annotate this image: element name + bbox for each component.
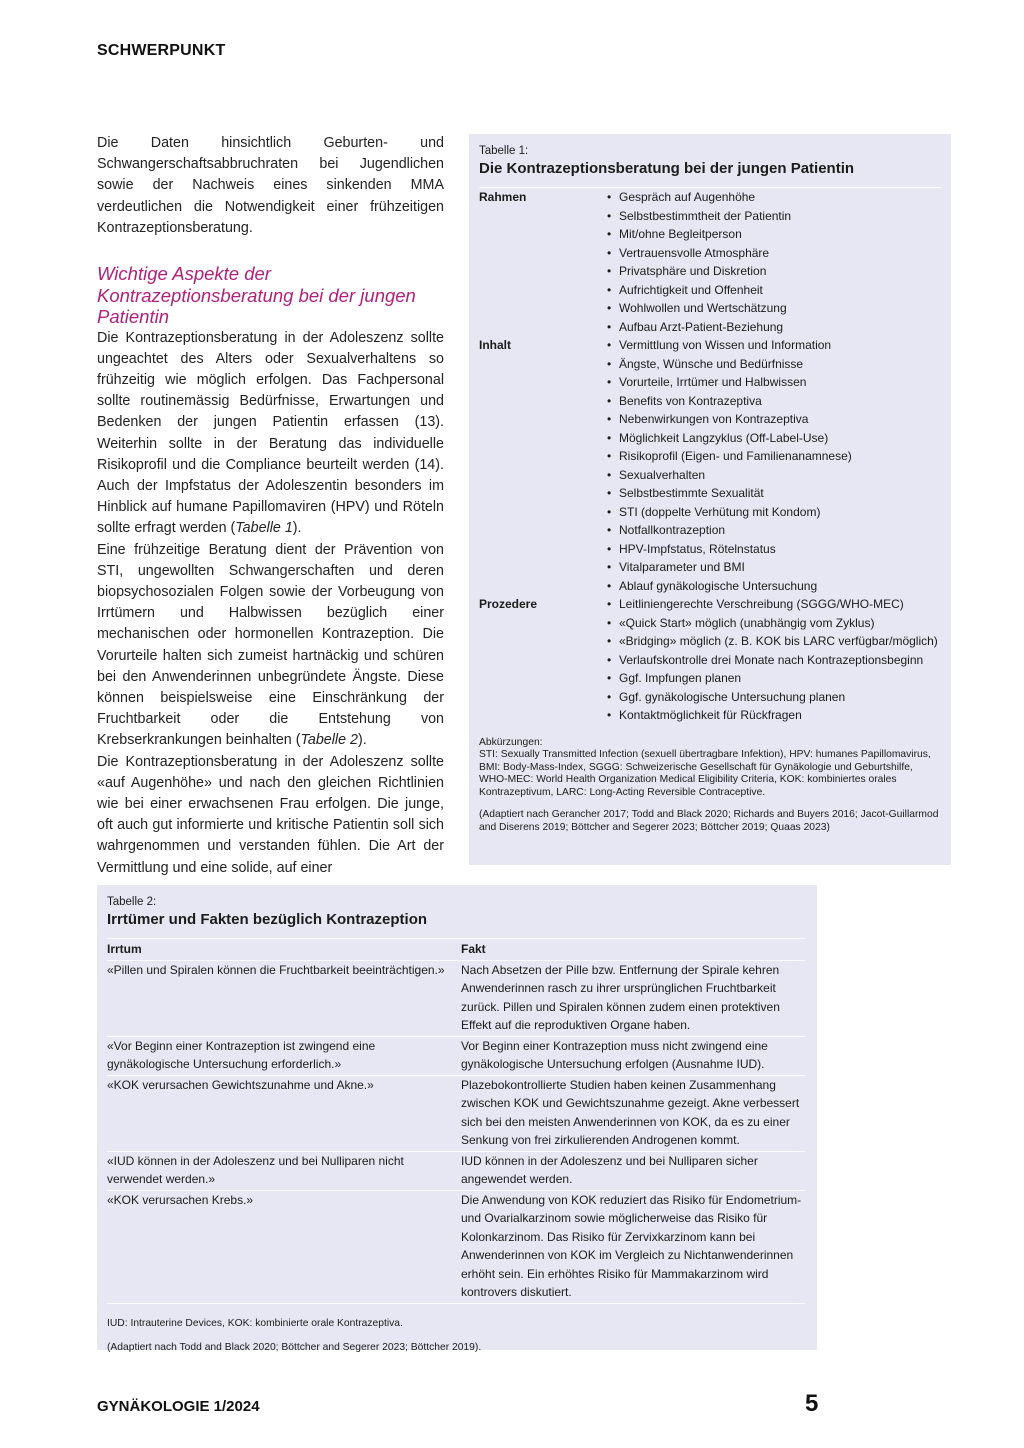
fact-cell: Nach Absetzen der Pille bzw. Entfernung der Spirale kehren Anwenderinnen rasch zu ihrer ursprünglichen Fruchtbarkeit zurück. Pillen und Spiralen können zudem einen protektiven Effekt auf die reproduktiven Organe haben. xyxy=(461,960,805,1036)
table1-list-item: • Nebenwirkungen von Kontrazeptiva xyxy=(607,410,942,429)
table1-list-item: • Vorurteile, Irrtümer und Halbwissen xyxy=(607,373,942,392)
table1-list-item: • Sexualverhalten xyxy=(607,466,942,485)
table1-caption: Tabelle 1: xyxy=(479,145,529,157)
body-paragraph-1: Die Kontrazeptionsberatung in der Adoleszenz sollte ungeachtet des Alters oder Sexualverhaltens so frühzeitig wie möglich erfolgen. Das Fachpersonal sollte routinemässig Bedürfnisse, Erwartungen und Bedenken der jungen Patientin erfassen (13). Weiterhin sollte in der Beratung das individuelle Risikoprofil und die Compliance beurteilt werden (14). Auch der Impfstatus der Adoleszentin besonders im Hinblick auf humane Papillomaviren (HPV) und Röteln sollte erfragt werden (Tabelle 1). xyxy=(97,329,444,537)
table-row xyxy=(107,1190,805,1303)
table1-list-item: • Ablauf gynäkologische Untersuchung xyxy=(607,577,942,596)
table1-list-item: • Privatsphäre und Diskretion xyxy=(607,262,942,281)
table1-list-item: • Vitalparameter und BMI xyxy=(607,558,942,577)
table2-reference: Tabelle 2 xyxy=(300,732,358,749)
myth-cell: «KOK verursachen Krebs.» xyxy=(107,1190,461,1303)
table-row xyxy=(107,1151,805,1190)
table1-list-item: • Selbstbestimmte Sexualität xyxy=(607,484,942,503)
fact-cell: IUD können in der Adoleszenz und bei Nulliparen sicher angewendet werden. xyxy=(461,1151,805,1190)
table2-caption: Tabelle 2: xyxy=(107,896,157,908)
table1-section-label: Inhalt xyxy=(479,338,511,352)
table1-reference: Tabelle 1 xyxy=(235,520,293,537)
table2-grid xyxy=(107,938,805,1304)
table1-list-item: • Vermittlung von Wissen und Information xyxy=(607,336,942,355)
table2-title: Irrtümer und Fakten bezüglich Kontrazeption xyxy=(107,911,428,928)
table2-abbreviations: IUD: Intrauterine Devices, KOK: kombinierte orale Kontrazeptiva. xyxy=(107,1317,403,1329)
table1-section xyxy=(479,595,942,725)
table1-list-item: • HPV-Impfstatus, Rötelnstatus xyxy=(607,540,942,559)
col-header-fact: Fakt xyxy=(461,939,805,961)
page-number: 5 xyxy=(805,1390,819,1417)
table1-list-item: • Ängste, Wünsche und Bedürfnisse xyxy=(607,355,942,374)
table1-list-item: • Ggf. Impfungen planen xyxy=(607,669,942,688)
table1-list-item: • Benefits von Kontrazeptiva xyxy=(607,392,942,411)
table-row xyxy=(107,1036,805,1075)
table1-list-item: • Aufbau Arzt-Patient-Beziehung xyxy=(607,318,942,337)
table1-section-list xyxy=(607,336,942,595)
fact-cell: Plazebokontrollierte Studien haben keinen Zusammenhang zwischen KOK und Gewichtszunahme gezeigt. Akne verbessert sich bei den meisten Anwenderinnen von KOK, da es zu einer Senkung von frei zirkulierenden Androgenen kommt. xyxy=(461,1075,805,1151)
table1-list-item: • Verlaufskontrolle drei Monate nach Kontrazeptionsbeginn xyxy=(607,651,942,670)
table1-list-item: • Selbstbestimmtheit der Patientin xyxy=(607,207,942,226)
table1-list-item: • Vertrauensvolle Atmosphäre xyxy=(607,244,942,263)
table1-list-item: • «Bridging» möglich (z. B. KOK bis LARC verfügbar/möglich) xyxy=(607,632,942,651)
table1-list-item: • Notfallkontrazeption xyxy=(607,521,942,540)
table2-box xyxy=(97,885,817,1353)
table1-list-item: • «Quick Start» möglich (unabhängig vom Zyklus) xyxy=(607,614,942,633)
table2-source: (Adaptiert nach Todd and Black 2020; Böttcher and Segerer 2023; Böttcher 2019). xyxy=(107,1342,482,1353)
table1-title: Die Kontrazeptionsberatung bei der jungen Patientin xyxy=(479,160,855,177)
table1-list-item: • Möglichkeit Langzyklus (Off-Label-Use) xyxy=(607,429,942,448)
table1-section-list xyxy=(607,188,942,336)
section-heading: Wichtige Aspekte der Kontrazeptionsberatung bei der jungen Patientin xyxy=(97,263,416,328)
section-label: SCHWERPUNKT xyxy=(97,42,226,59)
table1-section xyxy=(479,336,942,595)
myth-cell: «IUD können in der Adoleszenz und bei Nulliparen nicht verwendet werden.» xyxy=(107,1151,461,1190)
table1-abbreviations: Abkürzungen: STI: Sexually Transmitted Infection (sexuell übertragbare Infektion), HPV: humanes Papillomavirus, BMI: Body-Mass-Index, SGGG: Schweizerische Gesellschaft für Gynäkologie und Geburtshilfe, WHO-MEC: World Health Organization Medical Eligibility Criteria, KOK: kombiniertes orales Kontrazeptivum, LARC: Long-Acting Reversible Contraceptive. xyxy=(479,736,931,798)
table1-section-label: Rahmen xyxy=(479,190,527,204)
body-paragraph-2: Eine frühzeitige Beratung dient der Prävention von STI, ungewollten Schwangerschaften und deren biopsychosozialen Folgen sowie der Vorbeugung von Irrtümern und Halbwissen bezüglich einer mechanischen oder hormonellen Kontrazeption. Die Vorurteile halten sich zumeist hartnäckig und schüren bei den Anwenderinnen unbegründete Ängste. Diese können beispielsweise eine Einschränkung der Fruchtbarkeit oder die Entstehung von Krebserkrankungen beinhalten (Tabelle 2). xyxy=(97,541,444,749)
myth-cell: «Pillen und Spiralen können die Fruchtbarkeit beeinträchtigen.» xyxy=(107,960,461,1036)
table1-list-item: • Mit/ohne Begleitperson xyxy=(607,225,942,244)
table1-source: (Adaptiert nach Gerancher 2017; Todd and Black 2020; Richards and Buyers 2016; Jacot-Guillarmod and Diserens 2019; Böttcher and Segerer 2023; Böttcher 2019; Quaas 2023) xyxy=(479,809,939,833)
table1-box xyxy=(469,134,951,865)
myth-cell: «KOK verursachen Gewichtszunahme und Akne.» xyxy=(107,1075,461,1151)
table1-list-item: • Gespräch auf Augenhöhe xyxy=(607,188,942,207)
col-header-myth: Irrtum xyxy=(107,939,461,961)
journal-issue: GYNÄKOLOGIE 1/2024 xyxy=(97,1398,260,1415)
table-row xyxy=(107,960,805,1036)
intro-paragraph: Die Daten hinsichtlich Geburten- und Schwangerschaftsabbruchraten bei Jugendlichen sowie der Nachweis eines sinkenden MMA verdeutlichen die Notwendigkeit einer frühzeitigen Kontrazeptionsberatung. xyxy=(97,135,444,236)
table1-list-item: • Wohlwollen und Wertschätzung xyxy=(607,299,942,318)
table1-list-item: • Kontaktmöglichkeit für Rückfragen xyxy=(607,706,942,725)
fact-cell: Vor Beginn einer Kontrazeption muss nicht zwingend eine gynäkologische Untersuchung erfolgen (Ausnahme IUD). xyxy=(461,1036,805,1075)
table1-section-label: Prozedere xyxy=(479,597,538,611)
table1-list-item: • Leitliniengerechte Verschreibung (SGGG/WHO-MEC) xyxy=(607,595,942,614)
body-paragraph-3: Die Kontrazeptionsberatung in der Adoleszenz sollte «auf Augenhöhe» und nach den gleichen Richtlinien wie bei einer erwachsenen Frau erfolgen. Die junge, oft auch gut informierte und kritische Patientin soll sich wahrgenommen und verstanden fühlen. Die Art der Vermittlung und eine solide, auf einer xyxy=(97,753,444,876)
table1-list-item: • Aufrichtigkeit und Offenheit xyxy=(607,281,942,300)
table1-list-item: • STI (doppelte Verhütung mit Kondom) xyxy=(607,503,942,522)
myth-cell: «Vor Beginn einer Kontrazeption ist zwingend eine gynäkologische Untersuchung erforderlich.» xyxy=(107,1036,461,1075)
table-row xyxy=(107,1075,805,1151)
table1-sections xyxy=(479,188,942,725)
table1-section xyxy=(479,188,942,336)
table1-list-item: • Risikoprofil (Eigen- und Familienanamnese) xyxy=(607,447,942,466)
table1-section-list xyxy=(607,595,942,725)
fact-cell: Die Anwendung von KOK reduziert das Risiko für Endometrium- und Ovarialkarzinom sowie möglicherweise das Risiko für Kolonkarzinom. Das Risiko für Zervixkarzinom kann bei Anwenderinnen von KOK im Vergleich zu Nichtanwenderinnen erhöht sein. Ein erhöhtes Risiko für Mammakarzinom wird kontrovers diskutiert. xyxy=(461,1190,805,1303)
article-body xyxy=(97,133,444,879)
table1-list-item: • Ggf. gynäkologische Untersuchung planen xyxy=(607,688,942,707)
